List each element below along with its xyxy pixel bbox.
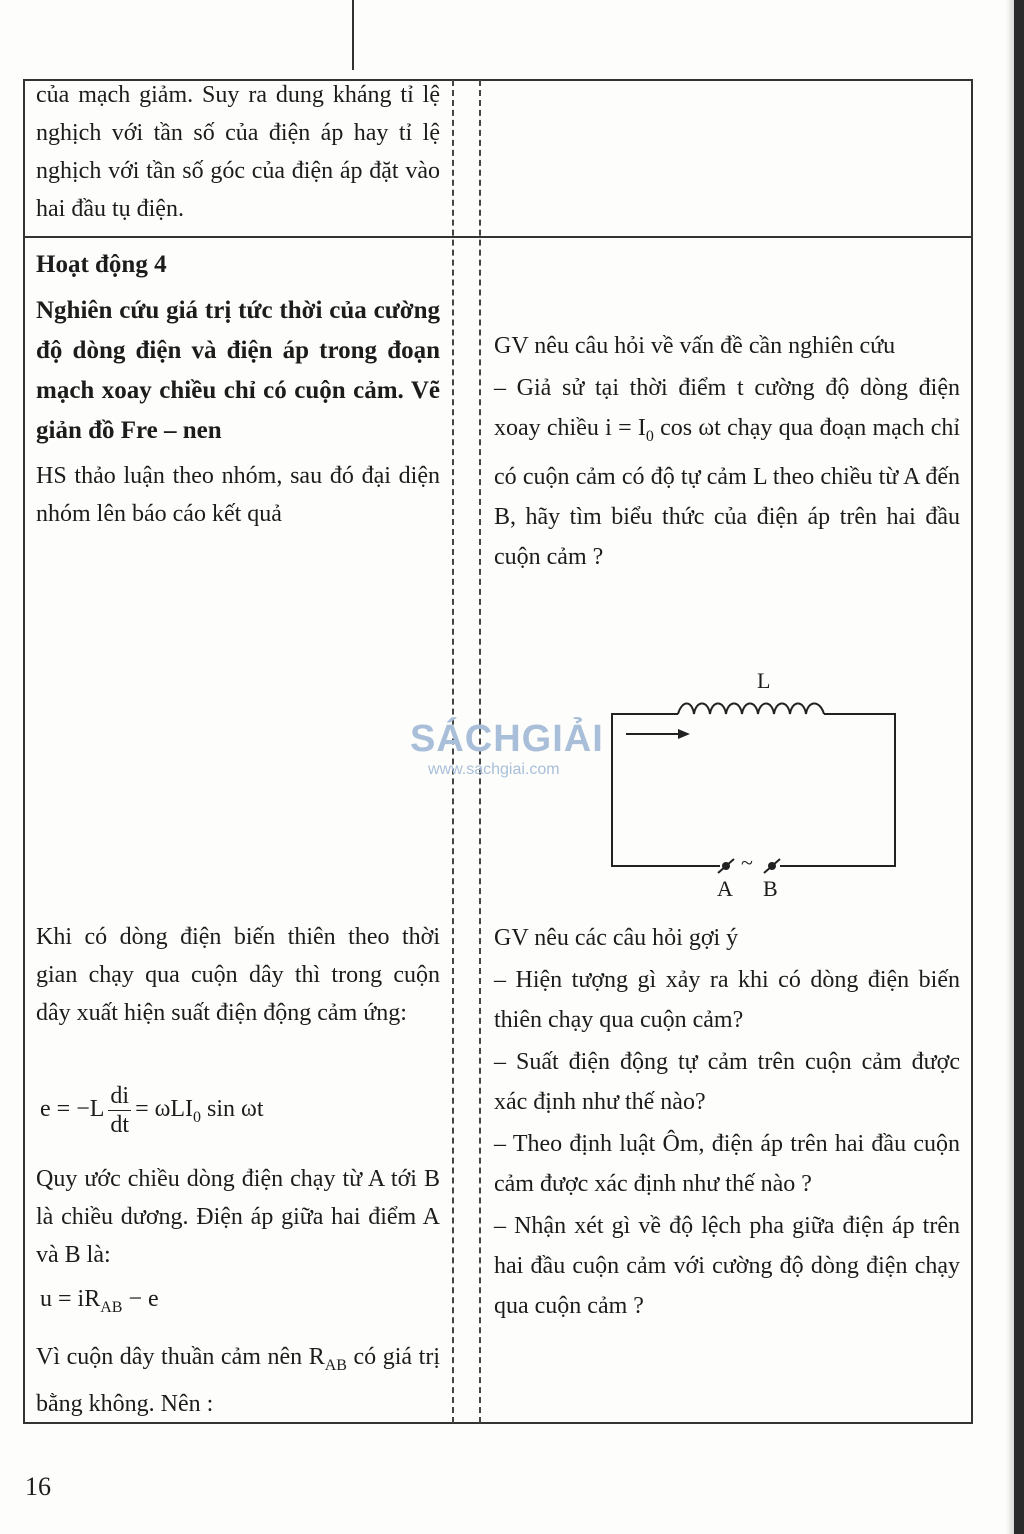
inductor-circuit-diagram: [600, 664, 910, 904]
row2-left-cell: [36, 245, 440, 533]
gv-hint-1: – Hiện tượng gì xảy ra khi có dòng điện biến thiên chạy qua cuộn cảm?: [494, 967, 960, 1033]
watermark: [410, 718, 604, 779]
page-edge-shadow: [1006, 0, 1014, 1534]
row2-right-cell: [494, 326, 960, 577]
gv-hint-4: – Nhận xét gì về độ lệch pha giữa điện áp trên hai đầu cuộn cảm với cường độ dòng điện chạy qua cuộn cảm ?: [494, 1213, 960, 1319]
watermark-brand: SÁCHGIẢI: [410, 718, 604, 760]
gv-question-1-text-a: – Giả sử tại thời điểm t cường độ dòng điện xoay chiều: [494, 375, 960, 441]
row1-left-text: của mạch giảm. Suy ra dung kháng tỉ lệ nghịch với tần số của điện áp hay tỉ lệ nghịch với tần số góc của điện áp đặt vào hai đầu tụ điện.: [36, 82, 440, 222]
terminal-b-label: B: [763, 876, 778, 901]
current-formula-tail: cos ωt: [653, 415, 721, 441]
gv-question-intro: GV nêu câu hỏi về vấn đề cần nghiên cứu: [494, 333, 896, 359]
gv-hint-2: – Suất điện động tự cảm trên cuộn cảm được xác định như thế nào?: [494, 1049, 960, 1115]
watermark-url: www.sachgiai.com: [428, 761, 560, 778]
row-divider: [23, 236, 973, 238]
emf-lhs: e = −L: [40, 1096, 105, 1123]
gv-hint-intro: GV nêu các câu hỏi gợi ý: [494, 925, 739, 951]
final-statement-b: có giá trị bằng không. Nên :: [36, 1344, 440, 1417]
convention-block: [36, 1160, 440, 1274]
ac-source-symbol: ~: [741, 850, 753, 875]
activity-subtitle: Nghiên cứu giá trị tức thời của cường độ dòng điện và điện áp trong đoạn mạch xoay chiều chỉ có cuộn cảm. Vẽ giản đồ Fre – nen: [36, 297, 440, 444]
emf-rhs-sub: 0: [193, 1108, 202, 1126]
activity-title: Hoạt động 4: [36, 251, 167, 278]
final-statement-block: [36, 1338, 440, 1423]
emf-numerator: di: [110, 1083, 130, 1109]
emf-denominator: dt: [110, 1112, 130, 1138]
page-number: 16: [25, 1472, 51, 1501]
emf-rhs: = ωLI: [135, 1096, 194, 1123]
gv-hints-block: [494, 918, 960, 1326]
gv-question-1: [494, 368, 960, 577]
current-formula-main: i = I: [605, 415, 646, 441]
gv-question-1-text-b: chạy qua đoạn mạch chỉ có cuộn cảm có độ tự cảm L theo chiều từ A đến B, hãy tìm biểu thức của điện áp trên hai đầu cuộn cảm ?: [494, 415, 961, 570]
inductor-label: L: [757, 668, 771, 693]
emf-formula: [40, 1082, 264, 1139]
final-statement-sub: AB: [324, 1356, 347, 1374]
emf-rhs-tail: sin ωt: [201, 1096, 264, 1123]
final-statement-a: Vì cuộn dây thuần cảm nên R: [36, 1344, 325, 1370]
scan-mark: [352, 0, 354, 70]
terminal-a-label: A: [717, 876, 733, 901]
voltage-formula-main: u = iR: [40, 1286, 101, 1312]
emf-explanation-block: [36, 918, 440, 1032]
circuit-wire: [612, 714, 895, 866]
voltage-formula-tail: − e: [122, 1286, 159, 1312]
page-edge: [1014, 0, 1024, 1534]
convention-text: Quy ước chiều dòng điện chạy từ A tới B là chiều dương. Điện áp giữa hai điểm A và B là:: [36, 1166, 440, 1268]
emf-fraction: [108, 1082, 131, 1139]
gv-hint-3: – Theo định luật Ôm, điện áp trên hai đầu cuộn cảm được xác định như thế nào ?: [494, 1131, 960, 1197]
row1-left-cell: [36, 76, 440, 228]
emf-text: Khi có dòng điện biến thiên theo thời gian chạy qua cuộn dây thì trong cuộn dây xuất hiện suất điện động cảm ứng:: [36, 924, 440, 1026]
final-statement: [36, 1338, 440, 1423]
voltage-formula: [40, 1286, 159, 1317]
current-formula: [605, 415, 721, 445]
current-arrowhead: [678, 729, 690, 739]
voltage-formula-sub: AB: [100, 1298, 123, 1316]
current-formula-sub: 0: [645, 427, 654, 445]
hs-discussion-text: HS thảo luận theo nhóm, sau đó đại diện nhóm lên báo cáo kết quả: [36, 463, 440, 527]
